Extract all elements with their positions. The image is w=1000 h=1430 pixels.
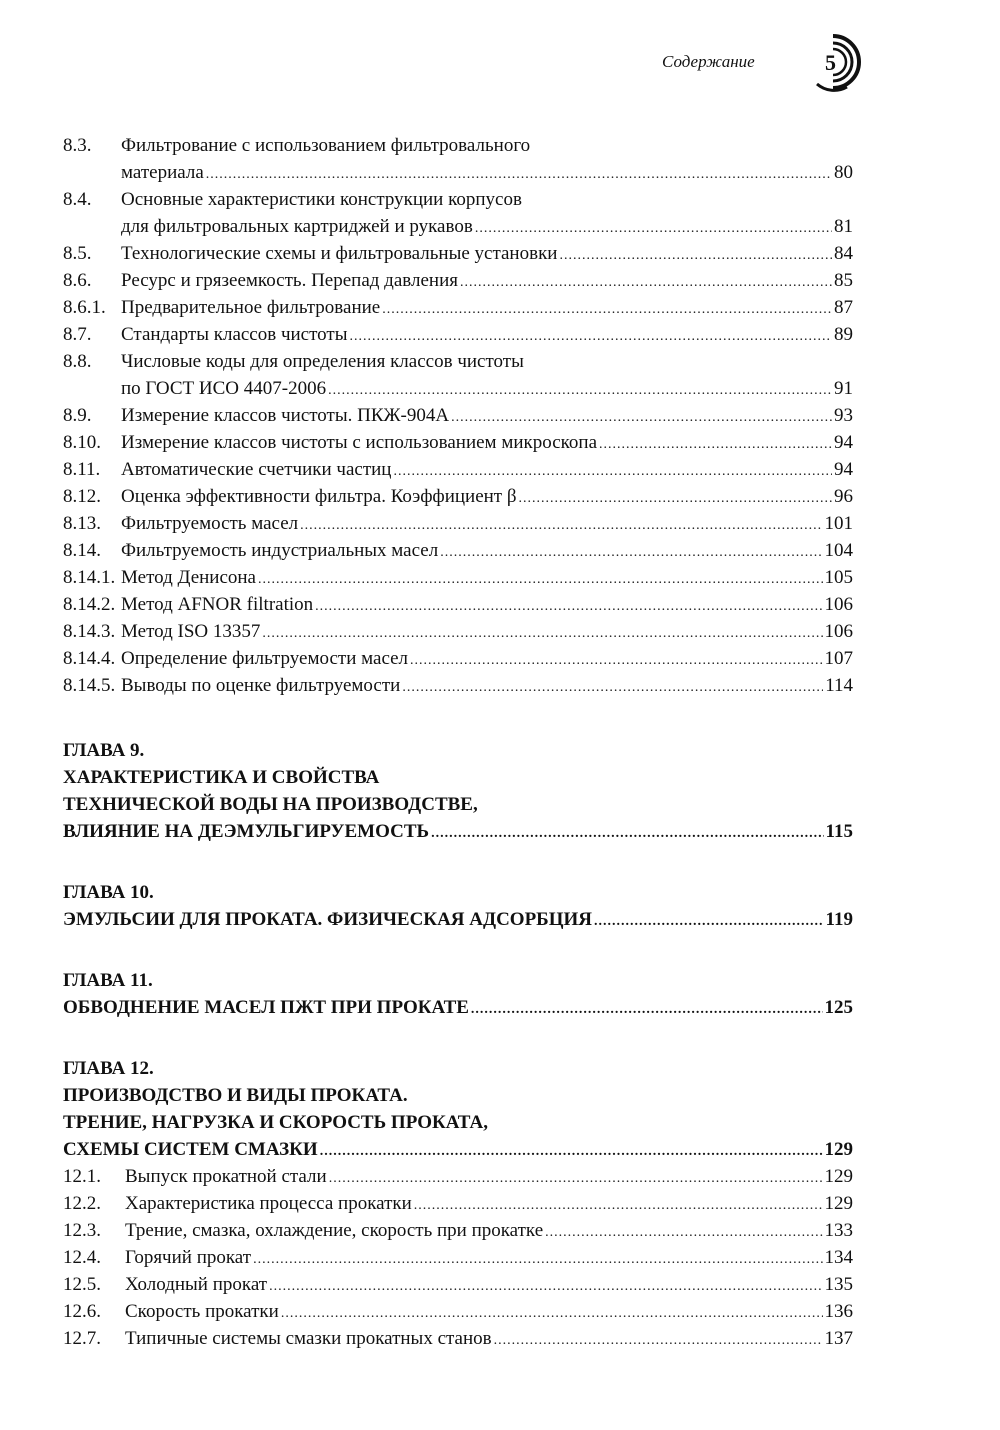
toc-entry[interactable]: [63, 537, 853, 564]
toc-entry[interactable]: [63, 348, 853, 375]
toc-entry[interactable]: [63, 267, 853, 294]
chapter-label-text: ГЛАВА 9.: [63, 740, 145, 761]
toc-page-number: 135: [824, 1274, 853, 1295]
toc-entry-title: Предварительное фильтрование: [121, 297, 381, 318]
dot-leader: [350, 321, 833, 350]
dot-leader: [519, 483, 832, 512]
dot-leader: [559, 240, 832, 269]
chapter-title-line: [63, 764, 853, 791]
toc-entry-number: 12.2.: [63, 1193, 101, 1214]
dot-leader: [269, 1271, 822, 1300]
chapter-title-text: ХАРАКТЕРИСТИКА И СВОЙСТВА: [63, 767, 380, 788]
toc-page-number: 93: [834, 405, 853, 426]
chapter-title-line[interactable]: [63, 1136, 853, 1163]
table-of-contents: [63, 132, 853, 1352]
dot-leader: [329, 1163, 823, 1192]
page-number: 5: [825, 50, 836, 75]
toc-page-number: 106: [824, 621, 853, 642]
toc-entry[interactable]: [63, 1298, 853, 1325]
dot-leader: [451, 402, 832, 431]
toc-page-number: 87: [834, 297, 853, 318]
toc-entry[interactable]: [63, 456, 853, 483]
chapter-title-line[interactable]: [63, 818, 853, 845]
running-header-title: Содержание: [662, 52, 755, 71]
toc-entry-title: Трение, смазка, охлаждение, скорость при прокатке: [125, 1220, 544, 1241]
toc-entry-title: Измерение классов чистоты. ПКЖ-904А: [121, 405, 450, 426]
toc-entry-title: Характеристика процесса прокатки: [125, 1193, 412, 1214]
toc-entry-number: 8.10.: [63, 432, 101, 453]
dot-leader: [320, 1136, 823, 1165]
toc-entry-continuation: [63, 375, 853, 402]
toc-entry-continuation: [63, 213, 853, 240]
toc-page-number: 115: [825, 821, 853, 842]
toc-entry-number: 8.5.: [63, 243, 92, 264]
toc-entry[interactable]: [63, 618, 853, 645]
page-number-badge: [803, 32, 863, 92]
dot-leader: [206, 159, 832, 188]
toc-page-number: 105: [824, 567, 853, 588]
chapter-spacer: [63, 859, 853, 879]
dot-leader: [315, 591, 822, 620]
toc-entry[interactable]: [63, 1190, 853, 1217]
dot-leader: [431, 818, 823, 847]
toc-entry[interactable]: [63, 1271, 853, 1298]
dot-leader: [471, 994, 823, 1023]
toc-entry-title: Метод ISO 13357: [121, 621, 261, 642]
toc-entry-number: 12.4.: [63, 1247, 101, 1268]
toc-entry[interactable]: [63, 132, 853, 159]
toc-entry[interactable]: [63, 1163, 853, 1190]
toc-entry-title: Выводы по оценке фильтруемости: [121, 675, 401, 696]
toc-page-number: 107: [824, 648, 853, 669]
toc-page-number: 101: [824, 513, 853, 534]
toc-entry-title: Метод AFNOR filtration: [121, 594, 314, 615]
dot-leader: [300, 510, 822, 539]
dot-leader: [410, 645, 822, 674]
toc-entry-number: 8.6.: [63, 270, 92, 291]
toc-entry[interactable]: [63, 294, 853, 321]
chapter-title-text: ТЕХНИЧЕСКОЙ ВОДЫ НА ПРОИЗВОДСТВЕ,: [63, 794, 478, 815]
chapter-title-line[interactable]: [63, 906, 853, 933]
toc-page-number: 134: [824, 1247, 853, 1268]
toc-entry-title: Фильтруемость индустриальных масел: [121, 540, 439, 561]
dot-leader: [382, 294, 832, 323]
toc-page-number: 136: [824, 1301, 853, 1322]
chapter-label-text: ГЛАВА 11.: [63, 970, 153, 991]
toc-entry[interactable]: [63, 564, 853, 591]
dot-leader: [262, 618, 822, 647]
dot-leader: [594, 906, 824, 935]
toc-entry-number: 12.6.: [63, 1301, 101, 1322]
toc-entry-number: 8.12.: [63, 486, 101, 507]
toc-entry-title: Измерение классов чистоты с использованием микроскопа: [121, 432, 598, 453]
toc-entry-title: Ресурс и грязеемкость. Перепад давления: [121, 270, 458, 291]
dot-leader: [475, 213, 832, 242]
toc-entry-title: Оценка эффективности фильтра. Коэффициент β: [121, 486, 517, 507]
toc-entry-title: материала: [121, 162, 204, 183]
toc-entry[interactable]: [63, 1325, 853, 1352]
toc-entry-number: 8.7.: [63, 324, 92, 345]
chapter-spacer: [63, 947, 853, 967]
toc-page-number: 104: [824, 540, 853, 561]
toc-entry[interactable]: [63, 321, 853, 348]
toc-entry-title: Автоматические счетчики частиц: [121, 459, 392, 480]
toc-entry-continuation: [63, 159, 853, 186]
toc-entry[interactable]: [63, 510, 853, 537]
dot-leader: [460, 267, 832, 296]
toc-entry[interactable]: [63, 402, 853, 429]
toc-page-number: 84: [834, 243, 853, 264]
chapter-title-text: ТРЕНИЕ, НАГРУЗКА И СКОРОСТЬ ПРОКАТА,: [63, 1112, 488, 1133]
chapter-label-text: ГЛАВА 10.: [63, 882, 154, 903]
toc-entry-number: 12.1.: [63, 1166, 101, 1187]
dot-leader: [253, 1244, 822, 1273]
toc-entry-number: 12.3.: [63, 1220, 101, 1241]
chapter-spacer: [63, 713, 853, 737]
toc-entry-title: Основные характеристики конструкции корпусов: [121, 189, 522, 210]
dot-leader: [545, 1217, 822, 1246]
toc-page-number: 114: [825, 675, 853, 696]
toc-entry-number: 8.14.: [63, 540, 101, 561]
toc-entry[interactable]: [63, 672, 853, 699]
dot-leader: [393, 456, 832, 485]
dot-leader: [328, 375, 832, 404]
toc-page-number: 129: [824, 1139, 853, 1160]
dot-leader: [440, 537, 822, 566]
chapter-spacer: [63, 1035, 853, 1055]
toc-entry-number: 8.11.: [63, 459, 101, 480]
toc-entry-title: по ГОСТ ИСО 4407-2006: [121, 378, 327, 399]
toc-entry[interactable]: [63, 1217, 853, 1244]
chapter-title-line: [63, 1082, 853, 1109]
toc-entry-title: Холодный прокат: [125, 1274, 268, 1295]
chapter-title-text: ПРОИЗВОДСТВО И ВИДЫ ПРОКАТА.: [63, 1085, 408, 1106]
toc-page-number: 94: [834, 432, 853, 453]
toc-entry-title: Технологические схемы и фильтровальные установки: [121, 243, 558, 264]
toc-page-number: 119: [825, 909, 853, 930]
toc-entry-title: ОБВОДНЕНИЕ МАСЕЛ ПЖТ ПРИ ПРОКАТЕ: [63, 997, 469, 1018]
dot-leader: [599, 429, 832, 458]
toc-entry-title: Типичные системы смазки прокатных станов: [125, 1328, 492, 1349]
toc-page-number: 81: [834, 216, 853, 237]
toc-entry-number: 8.6.1.: [63, 297, 106, 318]
toc-entry-number: 8.14.5.: [63, 675, 116, 696]
toc-entry-number: 8.14.1.: [63, 567, 116, 588]
dot-leader: [414, 1190, 823, 1219]
chapter-title-line[interactable]: [63, 994, 853, 1021]
toc-entry-number: 8.9.: [63, 405, 92, 426]
toc-page-number: 85: [834, 270, 853, 291]
toc-entry-title: для фильтровальных картриджей и рукавов: [121, 216, 473, 237]
dot-leader: [402, 672, 823, 701]
chapter-title-line: [63, 1109, 853, 1136]
toc-entry-number: 8.3.: [63, 135, 92, 156]
toc-entry-number: 12.7.: [63, 1328, 101, 1349]
toc-entry-title: Скорость прокатки: [125, 1301, 279, 1322]
toc-entry-number: 8.14.4.: [63, 648, 116, 669]
toc-entry[interactable]: [63, 186, 853, 213]
toc-page-number: 80: [834, 162, 853, 183]
toc-entry-title: Горячий прокат: [125, 1247, 252, 1268]
toc-entry[interactable]: [63, 591, 853, 618]
chapter-title-line: [63, 791, 853, 818]
toc-entry[interactable]: [63, 429, 853, 456]
toc-entry-title: ВЛИЯНИЕ НА ДЕЭМУЛЬГИРУЕМОСТЬ: [63, 821, 430, 842]
toc-entry-number: 8.8.: [63, 351, 92, 372]
toc-entry-title: ЭМУЛЬСИИ ДЛЯ ПРОКАТА. ФИЗИЧЕСКАЯ АДСОРБЦИЯ: [63, 909, 593, 930]
chapter-label[interactable]: [63, 737, 853, 764]
toc-entry[interactable]: [63, 240, 853, 267]
toc-entry-number: 8.4.: [63, 189, 92, 210]
chapter-label[interactable]: [63, 967, 853, 994]
toc-entry[interactable]: [63, 645, 853, 672]
toc-entry[interactable]: [63, 1244, 853, 1271]
toc-entry-title: Метод Денисона: [121, 567, 256, 588]
toc-entry[interactable]: [63, 483, 853, 510]
toc-page-number: 91: [834, 378, 853, 399]
toc-entry-number: 12.5.: [63, 1274, 101, 1295]
toc-page-number: 133: [824, 1220, 853, 1241]
toc-entry-number: 8.14.3.: [63, 621, 116, 642]
dot-leader: [258, 564, 823, 593]
toc-entry-number: 8.13.: [63, 513, 101, 534]
chapter-label-text: ГЛАВА 12.: [63, 1058, 154, 1079]
chapter-label[interactable]: [63, 879, 853, 906]
toc-page-number: 125: [824, 997, 853, 1018]
toc-entry-title: Фильтруемость масел: [121, 513, 299, 534]
dot-leader: [494, 1325, 823, 1354]
toc-entry-title: Стандарты классов чистоты: [121, 324, 348, 345]
toc-page-number: 89: [834, 324, 853, 345]
toc-page-number: 137: [824, 1328, 853, 1349]
toc-entry-title: Числовые коды для определения классов чистоты: [121, 351, 524, 372]
toc-page-number: 106: [824, 594, 853, 615]
chapter-label[interactable]: [63, 1055, 853, 1082]
toc-page-number: 94: [834, 459, 853, 480]
toc-entry-title: Выпуск прокатной стали: [125, 1166, 327, 1187]
toc-entry-number: 8.14.2.: [63, 594, 116, 615]
toc-page-number: 96: [834, 486, 853, 507]
dot-leader: [281, 1298, 823, 1327]
toc-entry-title: Определение фильтруемости масел: [121, 648, 409, 669]
toc-page-number: 129: [824, 1166, 853, 1187]
toc-entry-title: СХЕМЫ СИСТЕМ СМАЗКИ: [63, 1139, 318, 1160]
toc-page-number: 129: [824, 1193, 853, 1214]
toc-entry-title: Фильтрование с использованием фильтровального: [121, 135, 531, 156]
